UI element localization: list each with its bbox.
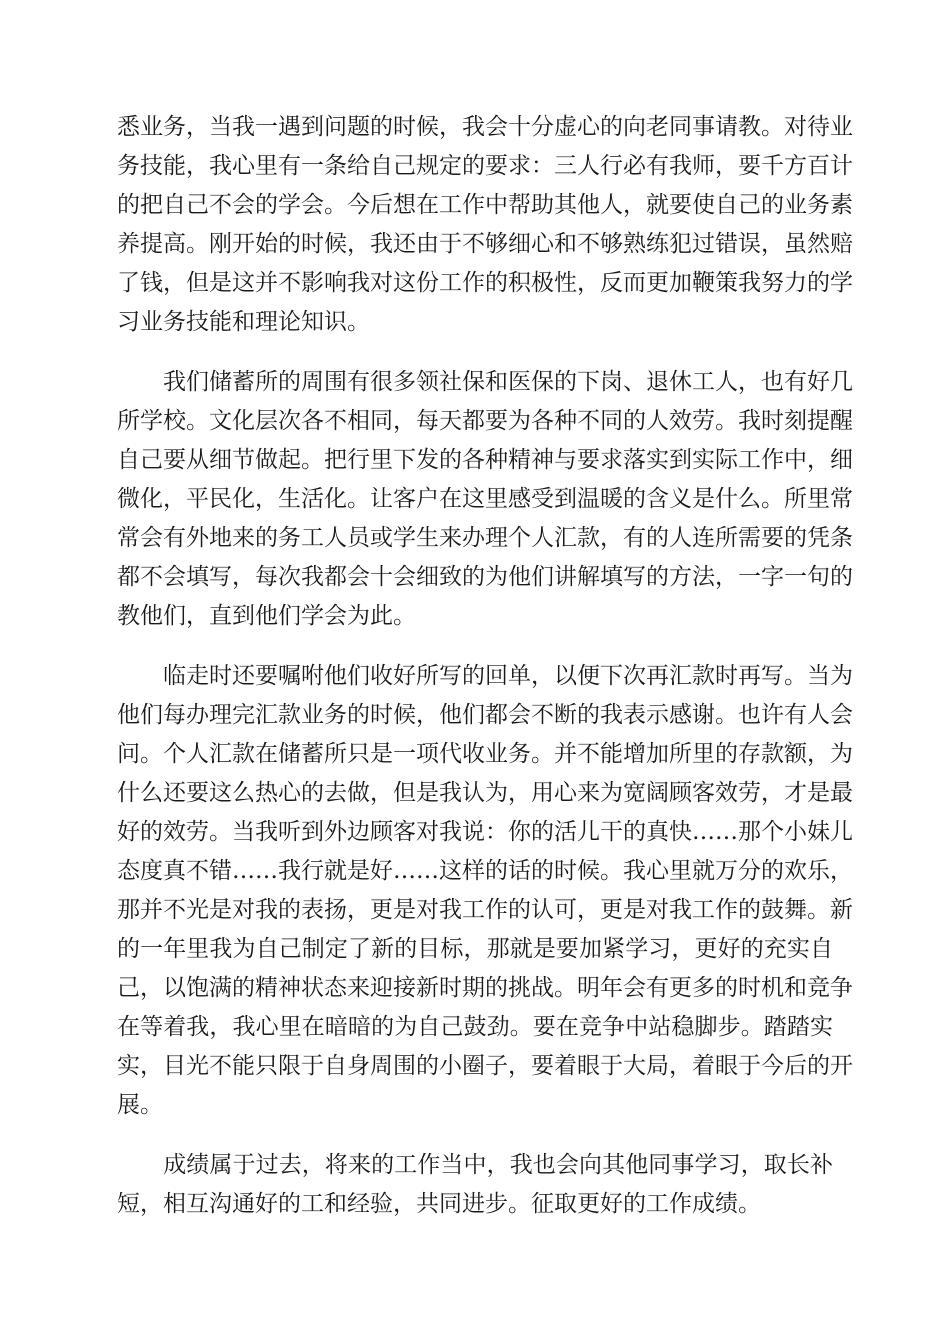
text-line: 实，目光不能只限于自身周围的小圈子，要着眼于大局，着眼于今后的开 [117, 1053, 853, 1079]
text-line: 悉业务，当我一遇到问题的时候，我会十分虚心的向老同事请教。对待业 [117, 114, 853, 140]
paragraph-3 [117, 657, 853, 1125]
text-line: 养提高。刚开始的时候，我还由于不够细心和不够熟练犯过错误，虽然赔 [117, 231, 853, 257]
text-line: 态度真不错……我行就是好……这样的话的时候。我心里就万分的欢乐， [117, 858, 853, 884]
text-line: 己，以饱满的精神状态来迎接新时期的挑战。明年会有更多的时机和竞争 [117, 975, 853, 1001]
document-body [117, 108, 853, 1245]
paragraph-2 [117, 363, 853, 636]
text-line: 短，相互沟通好的工和经验，共同进步。征取更好的工作成绩。 [117, 1191, 761, 1217]
text-line: 好的效劳。当我听到外边顾客对我说：你的活儿干的真快……那个小妹儿 [117, 819, 853, 845]
text-line: 微化，平民化，生活化。让客户在这里感受到温暖的含义是什么。所里常 [117, 486, 853, 512]
text-line: 务技能，我心里有一条给自己规定的要求：三人行必有我师，要千方百计 [117, 153, 853, 179]
text-line: 的把自己不会的学会。今后想在工作中帮助其他人，就要使自己的业务素 [117, 192, 853, 218]
text-line: 展。 [117, 1092, 163, 1118]
text-line: 什么还要这么热心的去做，但是我认为，用心来为宽阔顾客效劳，才是最 [117, 780, 853, 806]
text-line: 所学校。文化层次各不相同，每天都要为各种不同的人效劳。我时刻提醒 [117, 408, 853, 434]
paragraph-4 [117, 1146, 833, 1224]
text-line: 问。个人汇款在储蓄所只是一项代收业务。并不能增加所里的存款额，为 [117, 741, 853, 767]
text-line: 了钱，但是这并不影响我对这份工作的积极性，反而更加鞭策我努力的学 [117, 270, 853, 296]
text-line: 都不会填写，每次我都会十会细致的为他们讲解填写的方法，一字一句的 [117, 564, 853, 590]
text-line: 习业务技能和理论知识。 [117, 309, 370, 335]
text-line: 常会有外地来的务工人员或学生来办理个人汇款，有的人连所需要的凭条 [117, 525, 853, 551]
text-line: 教他们，直到他们学会为此。 [117, 603, 416, 629]
text-line: 那并不光是对我的表扬，更是对我工作的认可，更是对我工作的鼓舞。新 [117, 897, 853, 923]
text-line: 他们每办理完汇款业务的时候，他们都会不断的我表示感谢。也许有人会 [117, 702, 853, 728]
paragraph-1 [117, 108, 853, 342]
text-line: 的一年里我为自己制定了新的目标，那就是要加紧学习，更好的充实自 [117, 936, 833, 962]
text-line: 临走时还要嘱咐他们收好所写的回单，以便下次再汇款时再写。当为 [117, 663, 853, 689]
text-line: 成绩属于过去，将来的工作当中，我也会向其他同事学习，取长补 [117, 1152, 833, 1178]
text-line: 我们储蓄所的周围有很多领社保和医保的下岗、退休工人，也有好几 [117, 369, 853, 395]
text-line: 自己要从细节做起。把行里下发的各种精神与要求落实到实际工作中，细 [117, 447, 853, 473]
text-line: 在等着我，我心里在暗暗的为自己鼓劲。要在竞争中站稳脚步。踏踏实 [117, 1014, 833, 1040]
